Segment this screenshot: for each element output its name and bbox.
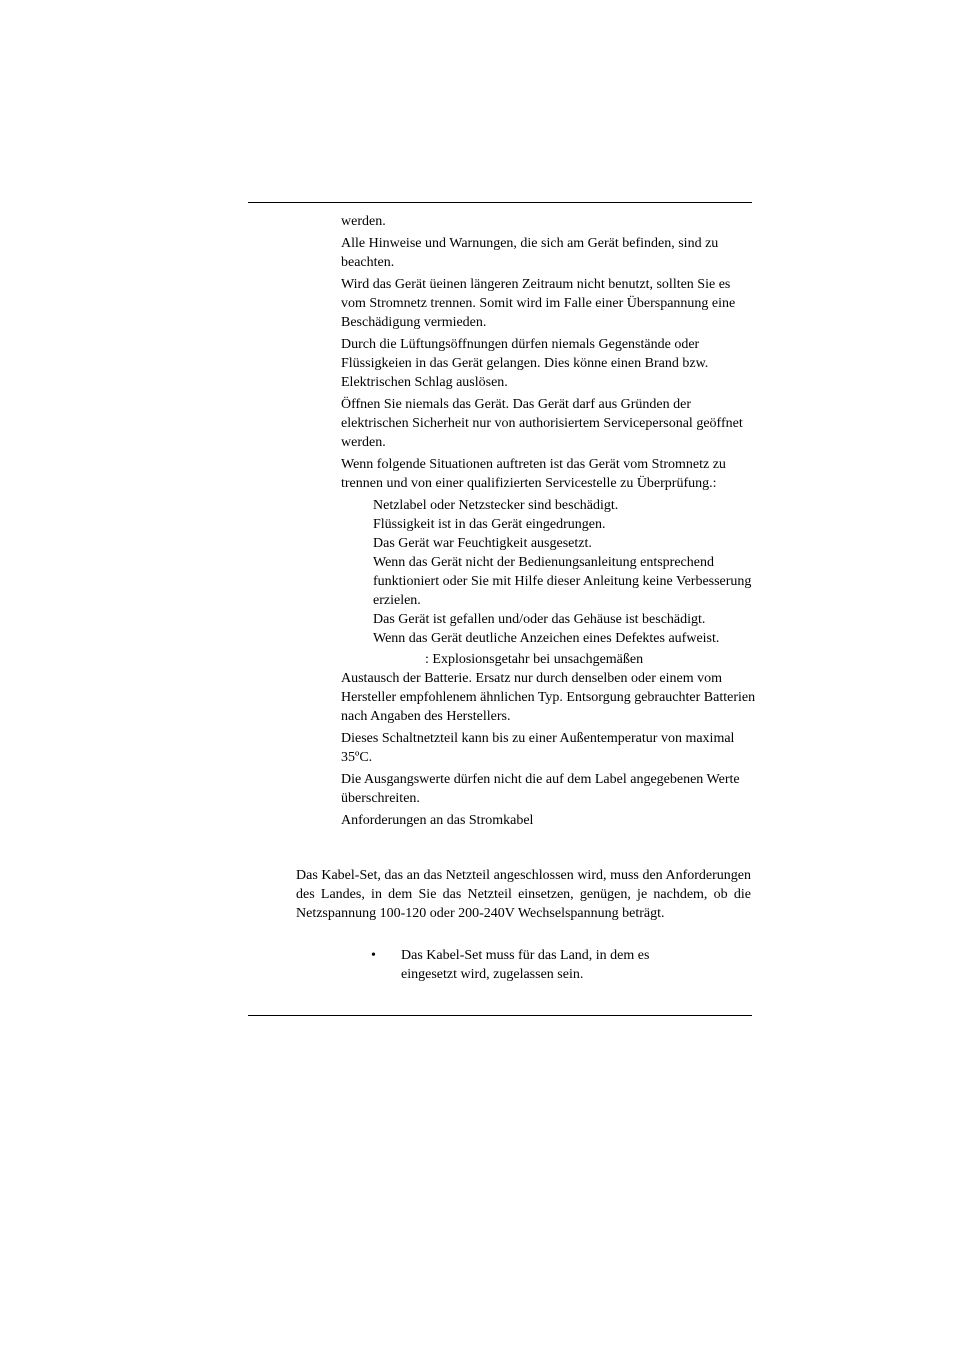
bullet-item: [371, 946, 701, 984]
bullet-text: Das Kabel-Set muss für das Land, in dem es eingesetzt wird, zugelassen sein.: [401, 948, 650, 982]
list-item: Wenn das Gerät deutliche Anzeichen eines Defektes aufweist.: [373, 631, 720, 646]
list-item: Das Gerät war Feuchtigkeit ausgesetzt.: [373, 536, 592, 551]
paragraph-nicht-benutzt: Wird das Gerät üeinen längeren Zeitraum nicht benutzt, sollten Sie es vom Stromnetz trennen. Somit wird im Falle einer Überspannung eine Beschädigung vermieden.: [341, 277, 736, 330]
paragraph-hinweise: Alle Hinweise und Warnungen, die sich am Gerät befinden, sind zu beachten.: [341, 236, 719, 270]
paragraph-ausgangswerte: Die Ausgangswerte dürfen nicht die auf dem Label angegebenen Werte überschreiten.: [341, 772, 740, 806]
bullet-icon: •: [371, 948, 376, 963]
main-column: [341, 212, 756, 833]
paragraph-situationen: Wenn folgende Situationen auftreten ist das Gerät vom Stromnetz zu trennen und von einer qualifizierten Servicestelle zu Überprüfung.:: [341, 457, 726, 491]
top-rule: [248, 202, 752, 203]
list-item: Netzlabel oder Netzstecker sind beschädigt.: [373, 498, 619, 513]
list-item: Wenn das Gerät nicht der Bedienungsanleitung entsprechend funktioniert oder Sie mit Hilfe dieser Anleitung keine Verbesserung erzielen.: [373, 555, 752, 608]
list-item: Das Gerät ist gefallen und/oder das Gehäuse ist beschädigt.: [373, 612, 706, 627]
cable-paragraph: Das Kabel-Set, das an das Netzteil angeschlossen wird, muss den Anforderungen des Landes, in dem Sie das Netzteil einsetzen, genügen, je nachdem, ob die Netzspannung 100-120 oder 200-240V Wechselspannung beträgt.: [296, 868, 751, 921]
paragraph-temperatur: Dieses Schaltnetzteil kann bis zu einer Außentemperatur von maximal 35ºC.: [341, 731, 735, 765]
caution-text: Austausch der Batterie. Ersatz nur durch denselben oder einem vom Hersteller empfohlenem ähnlichen Typ. Entsorgung gebrauchter Batterien nach Angaben des Herstellers.: [341, 671, 756, 724]
list-item: Flüssigkeit ist in das Gerät eingedrungen.: [373, 517, 606, 532]
section-heading-stromkabel: Anforderungen an das Stromkabel: [341, 813, 534, 828]
caution-first-line: : Explosionsgetahr bei unsachgemäßen: [425, 652, 644, 667]
battery-caution: [341, 650, 756, 726]
situations-list: [373, 496, 756, 648]
bottom-rule: [248, 1015, 752, 1016]
paragraph-oeffnen: Öffnen Sie niemals das Gerät. Das Gerät darf aus Gründen der elektrischen Sicherheit nur von authorisiertem Servicepersonal geöffnet werden.: [341, 397, 743, 450]
paragraph-lueftung: Durch die Lüftungsöffnungen dürfen niemals Gegenstände oder Flüssigkeien in das Gerät gelangen. Dies könne einen Brand bzw. Elektrischen Schlag auslösen.: [341, 337, 709, 390]
intro-text: werden.: [341, 214, 386, 229]
